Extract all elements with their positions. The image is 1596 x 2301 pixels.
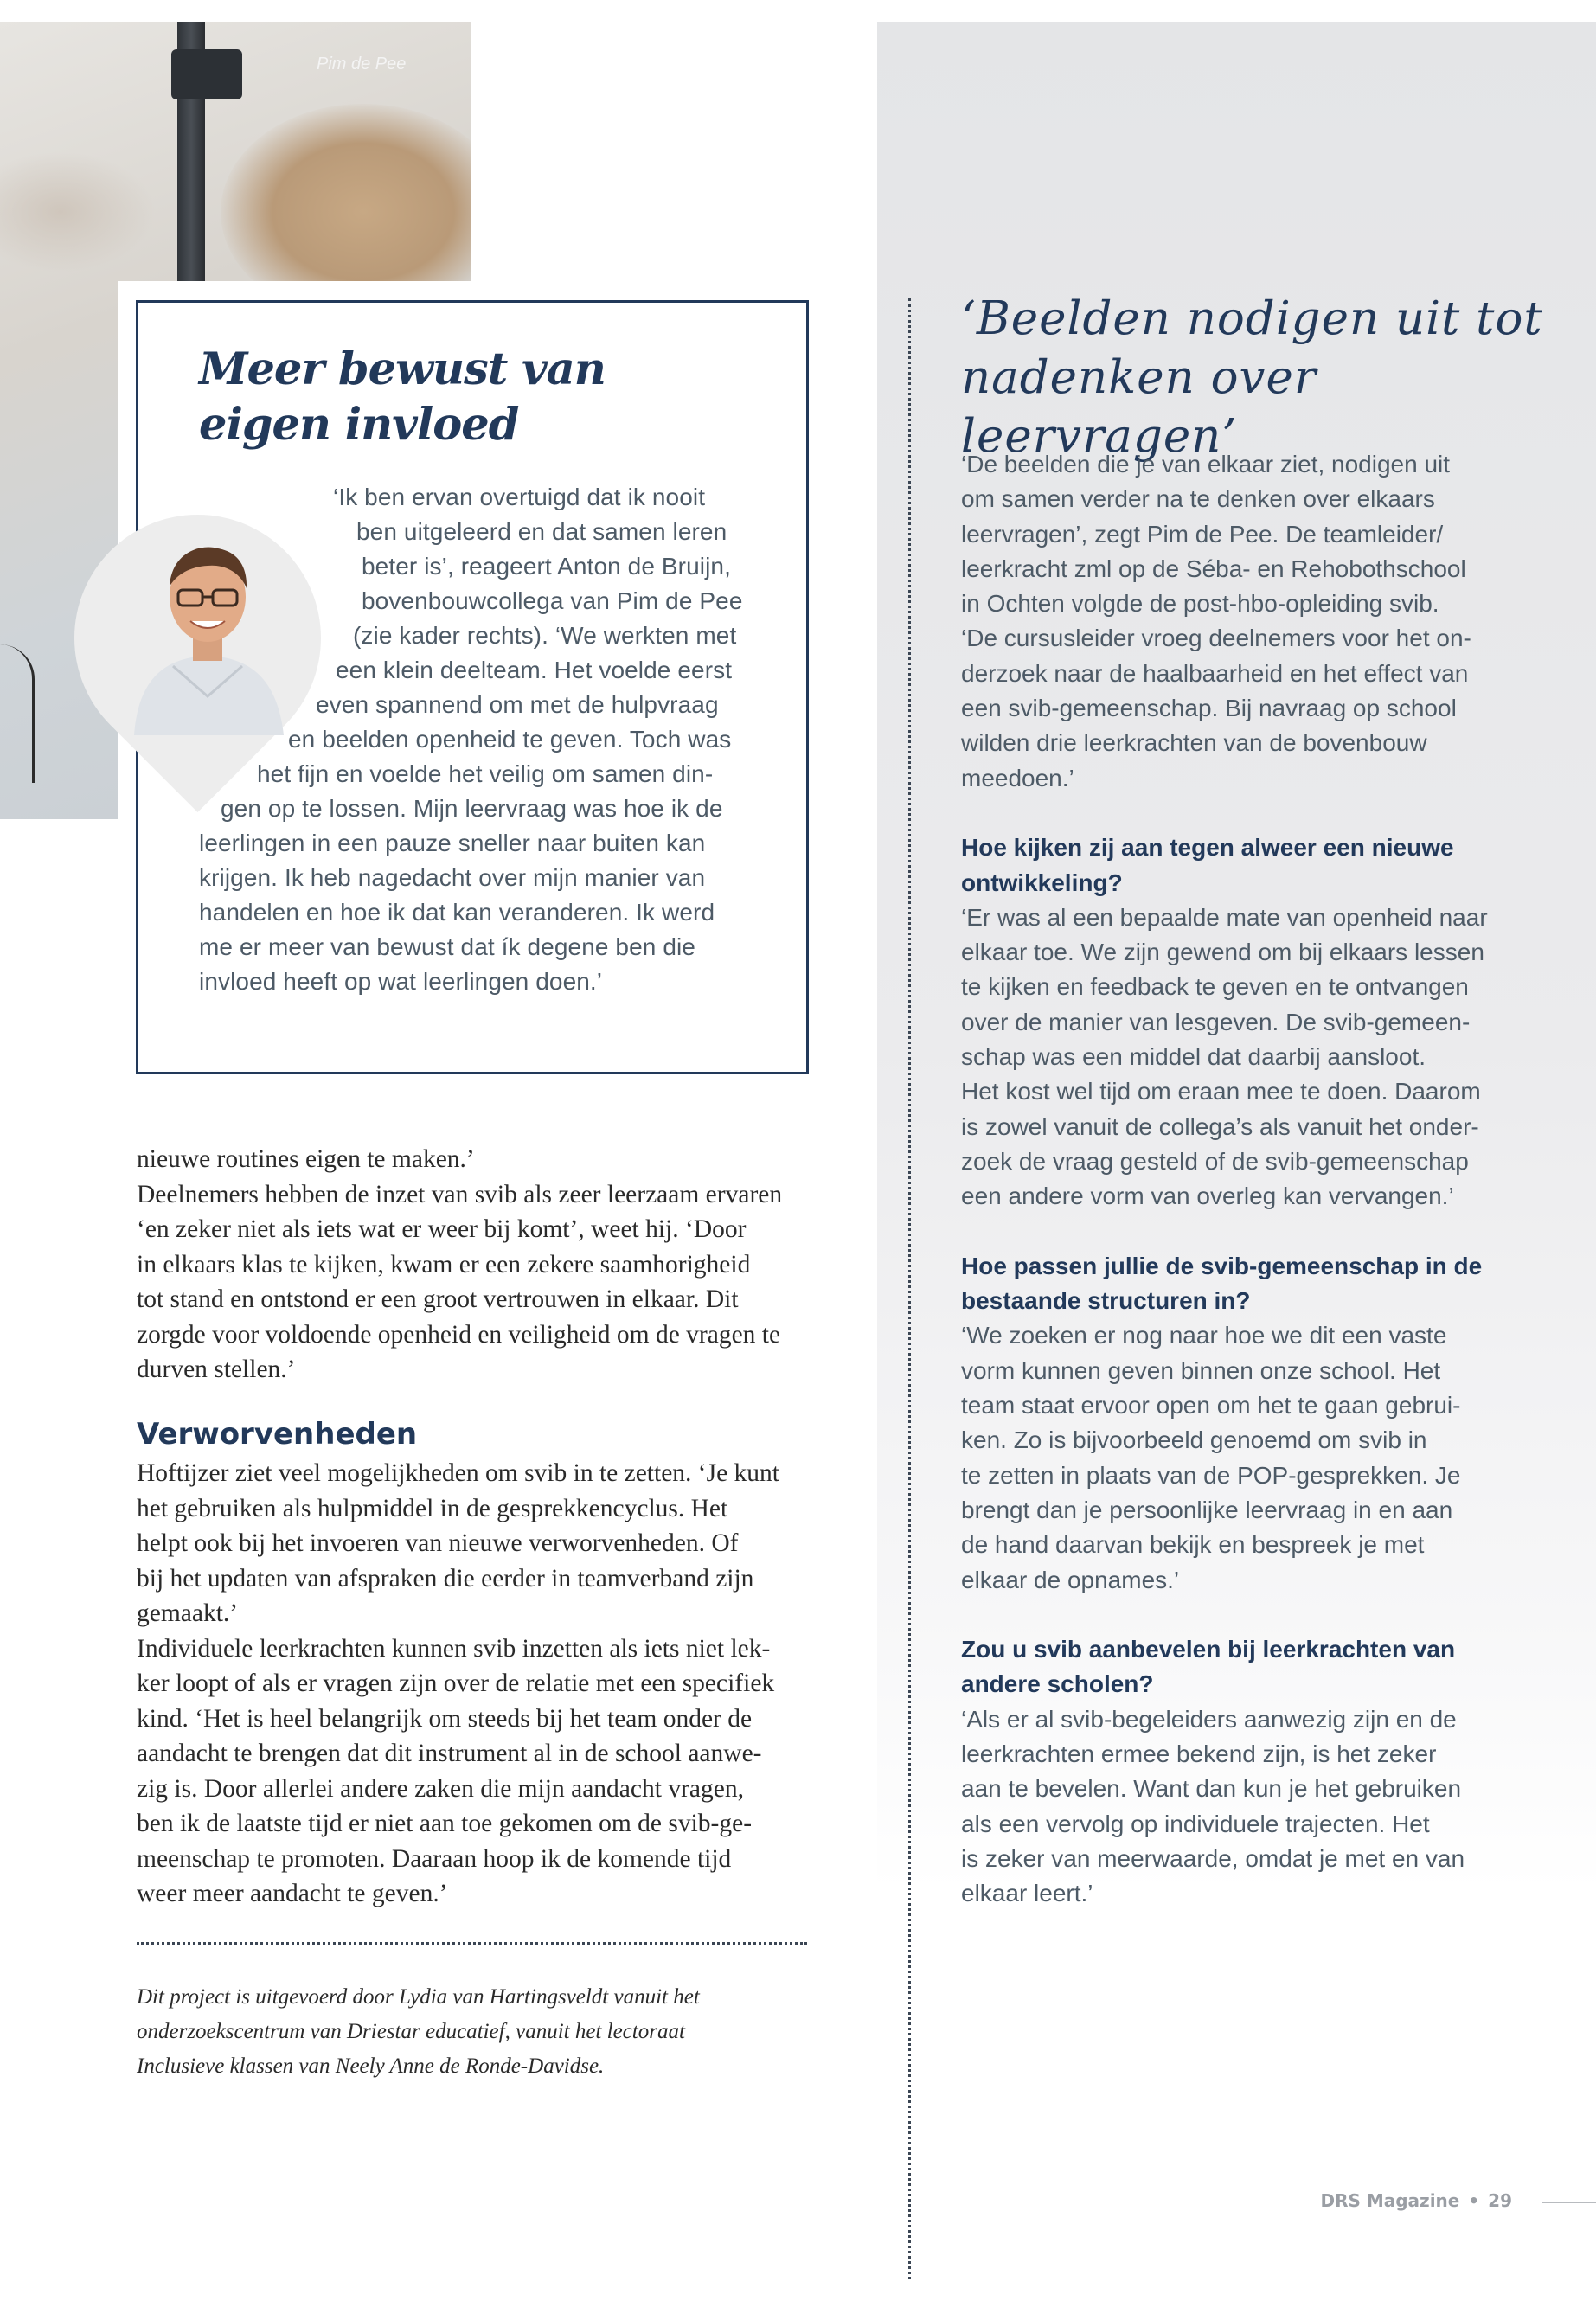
credits-line: Dit project is uitgevoerd door Lydia van Hartingsveldt vanuit het xyxy=(137,1985,700,2009)
photo-cable xyxy=(0,644,35,783)
box-body-line: bovenbouwcollega van Pim de Pee xyxy=(362,587,743,614)
sidebar-line: leervragen’, zegt Pim de Pee. De teamleider/ xyxy=(961,520,1444,548)
article-line: ker loopt of als er vragen zijn over de relatie met een specifiek xyxy=(137,1670,775,1697)
sidebar-line: de hand daarvan bekijk en bespreek je met xyxy=(961,1531,1425,1559)
article-line: gemaakt.’ xyxy=(137,1599,239,1627)
sidebar-line: elkaar de opnames.’ xyxy=(961,1566,1180,1593)
dotted-divider xyxy=(137,1942,807,1945)
sidebar-line: schap was een middel dat daarbij aansloot. xyxy=(961,1043,1426,1071)
article-line: aandacht te brengen dat dit instrument al in de school aanwe- xyxy=(137,1740,762,1767)
sidebar-line: wilden drie leerkrachten van de bovenbouw xyxy=(961,729,1427,757)
box-title-line: eigen invloed xyxy=(199,399,519,451)
section-heading: Verworvenheden xyxy=(137,1417,418,1452)
sidebar-line: derzoek naar de haalbaarheid en het effect van xyxy=(961,659,1469,687)
footer-rule xyxy=(1542,2202,1596,2203)
sidebar-line: ‘Er was al een bepaalde mate van openheid naar xyxy=(961,903,1488,931)
article-line: bij het updaten van afspraken die eerder in teamverband zijn xyxy=(137,1564,754,1593)
article-intro-text xyxy=(137,1142,829,1388)
sidebar-line: vorm kunnen geven binnen onze school. Het xyxy=(961,1356,1441,1384)
vertical-dotted-rule xyxy=(908,298,911,2279)
page-number: 29 xyxy=(1488,2190,1512,2211)
box-body-line: en beelden openheid te geven. Toch was xyxy=(288,726,732,753)
article-line: Individuele leerkrachten kunnen svib inzetten als iets niet lek- xyxy=(137,1634,771,1663)
box-body-line: ‘Ik ben ervan overtuigd dat ik nooit xyxy=(333,484,706,510)
interview-question: andere scholen? xyxy=(961,1670,1154,1698)
box-title xyxy=(199,342,683,452)
interview-question: Hoe passen jullie de svib-gemeenschap in de xyxy=(961,1252,1483,1279)
article-line: weer meer aandacht te geven.’ xyxy=(137,1880,448,1907)
sidebar-title xyxy=(961,290,1567,466)
sidebar-line: te zetten in plaats van de POP-gesprekken. Je xyxy=(961,1461,1461,1489)
sidebar-line: leerkracht zml op de Séba- en Rehobothschool xyxy=(961,554,1466,582)
interview-question: bestaande structuren in? xyxy=(961,1287,1251,1315)
box-body-line: beter is’, reageert Anton de Bruijn, xyxy=(362,553,731,580)
sidebar-line: leerkrachten ermee bekend zijn, is het zeker xyxy=(961,1740,1437,1767)
spacer xyxy=(961,1598,1567,1632)
credits-line: Inclusieve klassen van Neely Anne de Ronde-Davidse. xyxy=(137,2054,605,2078)
article-line: meenschap te promoten. Daaraan hoop ik de komende tijd xyxy=(137,1844,732,1873)
article-line: helpt ook bij het invoeren van nieuwe verworvenheden. Of xyxy=(137,1529,739,1557)
sidebar-line: Het kost wel tijd om eraan mee te doen. Daarom xyxy=(961,1078,1481,1106)
sidebar-line: team staat ervoor open om het te gaan gebrui- xyxy=(961,1392,1461,1420)
sidebar-line: in Ochten volgde de post-hbo-opleiding svib. xyxy=(961,590,1439,618)
box-body-line: (zie kader rechts). ‘We werkten met xyxy=(353,622,737,649)
box-body xyxy=(199,480,787,999)
sidebar-line: ‘De beelden die je van elkaar ziet, nodigen uit xyxy=(961,451,1451,478)
article-line: zig is. Door allerlei andere zaken die mijn aandacht vragen, xyxy=(137,1774,744,1803)
sidebar-line: als een vervolg op individuele trajecten. Het xyxy=(961,1810,1430,1837)
article-body-text xyxy=(137,1456,829,1912)
box-title-line: Meer bewust van xyxy=(199,343,606,395)
sidebar-line: ‘Als er al svib-begeleiders aanwezig zijn en de xyxy=(961,1705,1457,1733)
photo-credit: Pim de Pee xyxy=(317,54,407,74)
sidebar-body xyxy=(961,447,1567,1911)
sidebar-line: is zowel vanuit de collega’s als vanuit het onder- xyxy=(961,1112,1479,1140)
article-line: ben ik de laatste tijd er niet aan toe gekomen om de svib-ge- xyxy=(137,1810,753,1837)
sidebar-line: elkaar leert.’ xyxy=(961,1880,1093,1907)
sidebar-line: over de manier van lesgeven. De svib-gemeen- xyxy=(961,1008,1471,1035)
footer-separator: • xyxy=(1468,2190,1480,2211)
sidebar-line: brengt dan je persoonlijke leervraag in en aan xyxy=(961,1496,1453,1523)
sidebar-title-line: nadenken over leervragen’ xyxy=(961,351,1317,463)
box-body-line: het fijn en voelde het veilig om samen din- xyxy=(257,760,714,787)
article-line: tot stand en ontstond er een groot vertrouwen in elkaar. Dit xyxy=(137,1285,739,1313)
box-body-line: ben uitgeleerd en dat samen leren xyxy=(356,518,727,545)
sidebar-line: ‘We zoeken er nog naar hoe we dit een vaste xyxy=(961,1322,1447,1349)
sidebar-line: ‘De cursusleider vroeg deelnemers voor het on- xyxy=(961,625,1471,652)
sidebar-line: een andere vorm van overleg kan vervangen.’ xyxy=(961,1183,1454,1210)
interview-question: ontwikkeling? xyxy=(961,868,1123,896)
sidebar-line: is zeker van meerwaarde, omdat je met en van xyxy=(961,1844,1465,1872)
spacer xyxy=(961,1215,1567,1249)
sidebar-line: elkaar toe. We zijn gewend om bij elkaars lessen xyxy=(961,939,1484,966)
box-body-line: een klein deelteam. Het voelde eerst xyxy=(336,657,733,683)
article-line: in elkaars klas te kijken, kwam er een zekere saamhorigheid xyxy=(137,1250,751,1279)
box-body-line: leerlingen in een pauze sneller naar buiten kan xyxy=(199,830,706,856)
article-line: het gebruiken als hulpmiddel in de gesprekkencyclus. Het xyxy=(137,1494,728,1522)
interview-question: Zou u svib aanbevelen bij leerkrachten van xyxy=(961,1636,1456,1663)
article-line: Deelnemers hebben de inzet van svib als zeer leerzaam ervaren xyxy=(137,1180,783,1208)
article-line: Hoftijzer ziet veel mogelijkheden om svib in te zetten. ‘Je kunt xyxy=(137,1459,780,1487)
project-credits xyxy=(137,1980,829,2084)
sidebar-line: ken. Zo is bijvoorbeeld genoemd om svib in xyxy=(961,1426,1427,1454)
box-body-line: krijgen. Ik heb nagedacht over mijn manier van xyxy=(199,864,706,891)
box-body-line: invloed heeft op wat leerlingen doen.’ xyxy=(199,968,603,995)
page-footer xyxy=(1320,2190,1512,2211)
spacer xyxy=(961,796,1567,830)
photo-background-shape xyxy=(0,151,156,272)
credits-line: onderzoekscentrum van Driestar educatief, vanuit het lectoraat xyxy=(137,2020,685,2043)
box-body-line: me er meer van bewust dat ík degene ben die xyxy=(199,933,695,960)
photo-stand-clamp xyxy=(171,49,242,99)
box-body-line: handelen en hoe ik dat kan veranderen. Ik werd xyxy=(199,899,715,926)
article-line: zorgde voor voldoende openheid en veiligheid om de vragen te xyxy=(137,1320,781,1349)
article-line: nieuwe routines eigen te maken.’ xyxy=(137,1145,475,1173)
sidebar-line: te kijken en feedback te geven en te ontvangen xyxy=(961,973,1469,1001)
sidebar-line: een svib-gemeenschap. Bij navraag op school xyxy=(961,695,1457,722)
article-line: ‘en zeker niet als iets wat er weer bij komt’, weet hij. ‘Door xyxy=(137,1215,747,1243)
sidebar-title-line: ‘Beelden nodigen uit tot xyxy=(961,292,1543,345)
article-line: kind. ‘Het is heel belangrijk om steeds bij het team onder de xyxy=(137,1704,753,1733)
sidebar-line: om samen verder na te denken over elkaars xyxy=(961,485,1435,513)
sidebar-line: aan te bevelen. Want dan kun je het gebruiken xyxy=(961,1775,1462,1803)
box-body-line: gen op te lossen. Mijn leervraag was hoe ik de xyxy=(221,795,723,822)
box-body-line: even spannend om met de hulpvraag xyxy=(316,691,719,718)
article-line: durven stellen.’ xyxy=(137,1356,296,1383)
interview-question: Hoe kijken zij aan tegen alweer een nieuwe xyxy=(961,834,1454,862)
sidebar-line: zoek de vraag gesteld of de svib-gemeenschap xyxy=(961,1147,1469,1175)
sidebar-line: meedoen.’ xyxy=(961,764,1074,792)
magazine-name: DRS Magazine xyxy=(1320,2190,1460,2211)
